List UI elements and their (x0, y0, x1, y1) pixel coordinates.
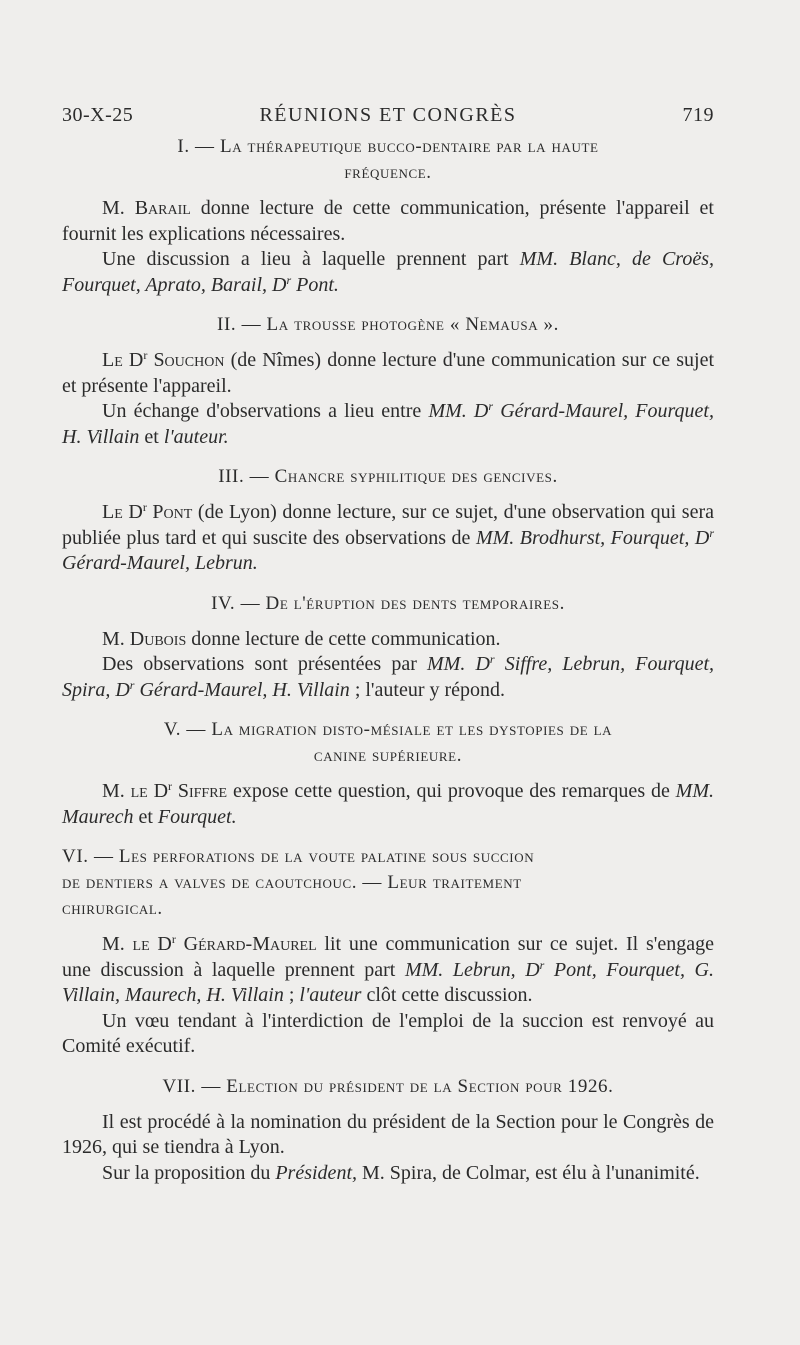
section-1 (62, 134, 714, 298)
section-3-heading: III. — Chancre syphilitique des gencives. (218, 466, 558, 487)
paragraph (62, 399, 714, 450)
section-1-heading (62, 134, 714, 186)
section-4-heading: IV. — De l'éruption des dents temporaires. (211, 592, 565, 614)
section-2 (62, 312, 714, 450)
participant-names: MM. D (428, 400, 489, 422)
speaker-name: M. le D (102, 780, 169, 802)
header-title: RÉUNIONS ET CONGRÈS (259, 104, 517, 126)
participant-names: MM. Lebrun, D (404, 958, 540, 981)
heading-line: VI. — Les perforations de la voute palatine sous succion (62, 846, 535, 867)
paragraph-text: Des observations sont présentées par (102, 653, 427, 675)
speaker-name: Le D (102, 349, 144, 371)
section-6 (62, 844, 714, 1060)
section-2-heading: II. — La trousse photogène « Nemausa ». (217, 314, 559, 335)
section-6-heading (62, 844, 714, 922)
section-7 (62, 1074, 714, 1187)
paragraph-text: et (139, 425, 164, 448)
superscript: r (142, 500, 147, 514)
paragraph-text: Une discussion a lieu à laquelle prennent part (102, 248, 520, 270)
paragraph-text: clôt cette discussion. (361, 984, 533, 1006)
heading-line: chirurgical. (62, 898, 163, 919)
paragraph-text: lit une communication sur ce sujet. Il s'engage une discussion à laquelle prennent part (62, 933, 714, 981)
section-4 (62, 591, 714, 704)
superscript: r (168, 779, 173, 793)
section-5 (62, 717, 714, 830)
heading-line: de dentiers a valves de caoutchouc. — Leur traitement (62, 872, 522, 893)
paragraph-text: Un échange d'observations a lieu entre (102, 400, 429, 422)
paragraph (62, 247, 714, 298)
superscript: r (709, 525, 714, 540)
participant-names: Président, (275, 1161, 357, 1184)
page-number: 719 (682, 104, 714, 126)
paragraph-text: expose cette question, qui provoque des remarques de (227, 780, 676, 802)
paragraph (62, 627, 714, 653)
paragraph-text: Sur la proposition du (102, 1161, 276, 1184)
paragraph-text: (de Lyon) donne lecture, sur ce sujet, d'une observation qui sera publiée plus tard et qui suscite des observations de (62, 501, 714, 549)
header-date: 30-X-25 (62, 104, 134, 126)
superscript: r (171, 932, 176, 946)
section-5-heading (62, 717, 714, 769)
paragraph: Il est procédé à la nomination du président de la Section pour le Congrès de 1926, qui se tiendra à Lyon. (62, 1110, 714, 1158)
paragraph-text: M. Spira, de Colmar, est élu à l'unanimité. (357, 1161, 700, 1184)
heading-line: canine supérieure. (313, 745, 463, 766)
paragraph-text: (de Nîmes) donne lecture d'une communication sur ce sujet et présente l'appareil. (62, 349, 714, 397)
superscript: r (143, 348, 148, 362)
paragraph (62, 779, 714, 830)
paragraph: Un vœu tendant à l'interdiction de l'emploi de la succion est renvoyé au Comité exécutif. (62, 1009, 714, 1057)
participant-names: l'auteur. (163, 425, 229, 448)
superscript: r (539, 957, 545, 972)
heading-line: V. — La migration disto-mésiale et les dystopies de la (163, 719, 613, 740)
participant-names: MM. D (427, 653, 490, 675)
paragraph-text: ; (283, 984, 300, 1006)
paragraph (62, 1161, 714, 1187)
section-7-heading: VII. — Election du président de la Section pour 1926. (162, 1075, 614, 1097)
participant-names: Pont, Fourquet, G. Villain, Maurech, H. Villain (62, 958, 714, 1006)
paragraph (62, 652, 714, 703)
participant-names: Gérard-Maurel, Lebrun. (62, 552, 258, 574)
speaker-name: Siffre (172, 780, 228, 802)
heading-line: I. — La thérapeutique bucco-dentaire par la haute (177, 136, 599, 157)
paragraph-text: ; l'auteur y répond. (349, 678, 506, 701)
paragraph (62, 196, 714, 247)
speaker-name: M. Barail (102, 197, 191, 219)
participant-names: Pont. (291, 273, 339, 296)
speaker-name: Le D (102, 501, 143, 523)
superscript: r (286, 272, 292, 287)
speaker-name: Gérard-Maurel (175, 933, 317, 955)
paragraph (62, 932, 714, 1009)
superscript: r (129, 677, 135, 692)
paragraph-text: donne lecture de cette communication, présente l'appareil et fournit les explications nécessaires. (62, 197, 714, 245)
speaker-name: Pont (146, 501, 193, 523)
superscript: r (489, 652, 495, 666)
running-header (62, 100, 714, 134)
participant-names: MM. Maurech (62, 780, 714, 828)
paragraph (62, 500, 714, 577)
superscript: r (488, 399, 494, 413)
speaker-name: Souchon (147, 349, 225, 371)
heading-line: fréquence. (344, 162, 432, 183)
speaker-name: M. le D (102, 933, 172, 955)
paragraph-text: donne lecture de cette communication. (186, 627, 501, 650)
speaker-name: M. Dubois (102, 627, 187, 650)
participant-names: Siffre, Lebrun, Fourquet, Spira, D (62, 653, 714, 701)
participant-names: Gérard-Maurel, Fourquet, H. Villain (62, 400, 714, 448)
paragraph (62, 348, 714, 399)
section-3 (62, 464, 714, 577)
participant-names: MM. Brodhurst, Fourquet, D (475, 526, 710, 549)
participant-names: l'auteur (299, 984, 362, 1006)
document-page (62, 100, 714, 1186)
paragraph-text: et (133, 805, 158, 828)
participant-names: Gérard-Maurel, H. Villain (134, 678, 350, 701)
participant-names: MM. Blanc, de Croës, Fourquet, Aprato, Barail, D (62, 248, 715, 296)
participant-names: Fourquet. (157, 805, 237, 828)
